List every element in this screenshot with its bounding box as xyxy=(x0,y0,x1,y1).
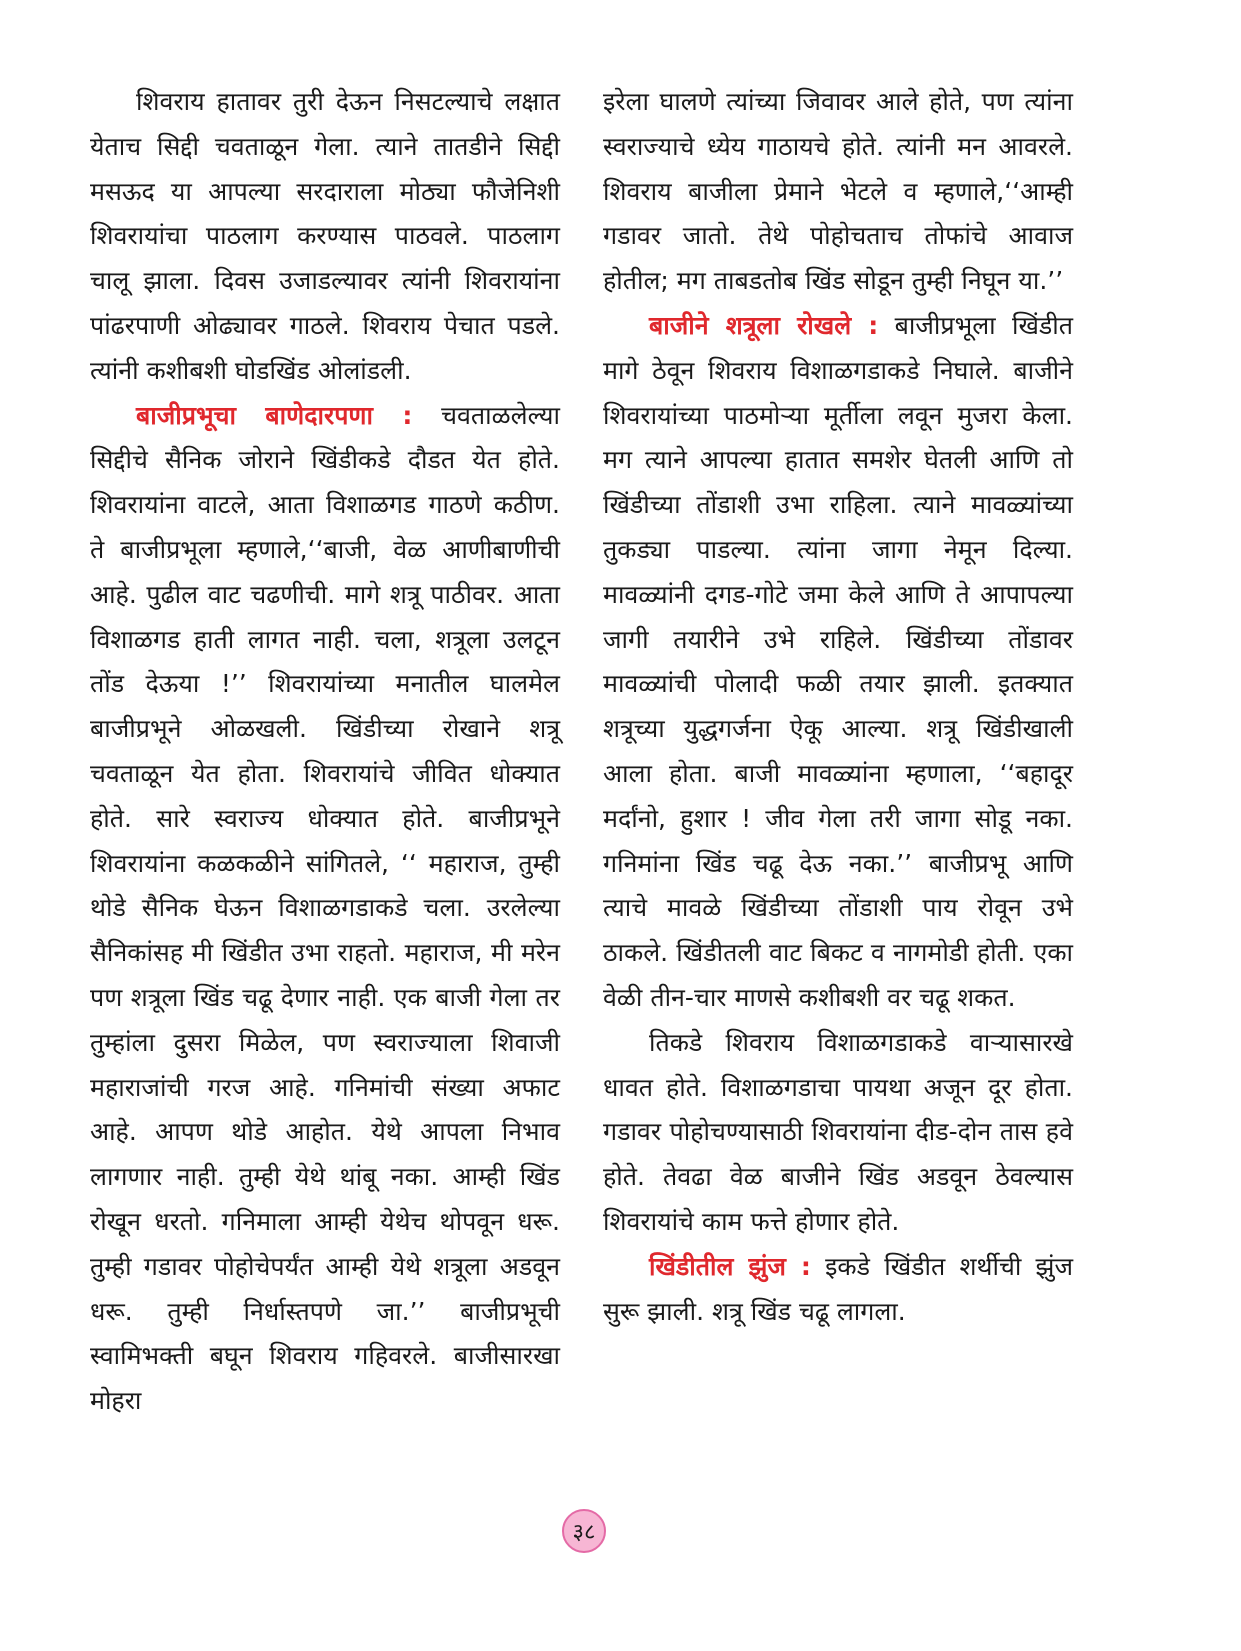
section-heading-baji-stopped-enemy: बाजीने शत्रूला रोखले : xyxy=(649,310,879,340)
section-text-baji-stopped-enemy: बाजीप्रभूला खिंडीत मागे ठेवून शिवराय विशाळगडाकडे निघाले. बाजीने शिवरायांच्या पाठमोऱ्या मूर्तीला लवून मुजरा केला. मग त्याने आपल्या हातात समशेर घेतली आणि तो खिंडीच्या तोंडाशी उभा राहिला. त्याने मावळ्यांच्या तुकड्या पाडल्या. त्यांना जागा नेमून दिल्या. मावळ्यांनी दगड-गोटे जमा केले आणि ते आपापल्या जागी तयारीने उभे राहिले. खिंडीच्या तोंडावर मावळ्यांची पोलादी फळी तयार झाली. इतक्यात शत्रूच्या युद्धगर्जना ऐकू आल्या. शत्रू खिंडीखाली आला होता. बाजी मावळ्यांना म्हणाला, ‘‘बहादूर मर्दांनो, हुशार ! जीव गेला तरी जागा सोडू नका. गनिमांना खिंड चढू देऊ नका.’’ बाजीप्रभू आणि त्याचे मावळे खिंडीच्या तोंडाशी पाय रोवून उभे ठाकले. खिंडीतली वाट बिकट व नागमोडी होती. एका वेळी तीन-चार माणसे कशीबशी वर चढू शकत. xyxy=(603,310,1073,1012)
section-heading-bajiprabhu-bravery: बाजीप्रभूचा बाणेदारपणा : xyxy=(136,400,413,430)
section-text-battle-in-pass: इकडे खिंडीत शर्थीची झुंज सुरू झाली. शत्रू खिंड चढू लागला. xyxy=(603,1251,1073,1326)
paragraph-battle-in-pass xyxy=(603,1245,1073,1335)
paragraph-continuation: इरेला घालणे त्यांच्या जिवावर आले होते, पण त्यांना स्वराज्याचे ध्येय गाठायचे होते. त्यांनी मन आवरले. शिवराय बाजीला प्रेमाने भेटले व म्हणाले,‘‘आम्ही गडावर जातो. तेथे पोहोचताच तोफांचे आवाज होतील; मग ताबडतोब खिंड सोडून तुम्ही निघून या.’’ xyxy=(603,87,1073,296)
left-column xyxy=(90,80,560,1424)
paragraph-baji-stopped-enemy xyxy=(603,304,1073,1021)
page-number: ३८ xyxy=(562,1509,606,1553)
right-column xyxy=(603,80,1073,1334)
paragraph-escape: शिवराय हातावर तुरी देऊन निसटल्याचे लक्षात येताच सिद्दी चवताळून गेला. त्याने तातडीने सिद्दी मसऊद या आपल्या सरदाराला मोठ्या फौजेनिशी शिवरायांचा पाठलाग करण्यास पाठवले. पाठलाग चालू झाला. दिवस उजाडल्यावर त्यांनी शिवरायांना पांढरपाणी ओढ्यावर गाठले. शिवराय पेचात पडले. त्यांनी कशीबशी घोडखिंड ओलांडली. xyxy=(90,87,560,385)
section-text-bajiprabhu-bravery: चवताळलेल्या सिद्दीचे सैनिक जोराने खिंडीकडे दौडत येत होते. शिवरायांना वाटले, आता विशाळगड गाठणे कठीण. ते बाजीप्रभूला म्हणाले,‘‘बाजी, वेळ आणीबाणीची आहे. पुढील वाट चढणीची. मागे शत्रू पाठीवर. आता विशाळगड हाती लागत नाही. चला, शत्रूला उलटून तोंड देऊया !’’ शिवरायांच्या मनातील घालमेल बाजीप्रभूने ओळखली. खिंडीच्या रोखाने शत्रू चवताळून येत होता. शिवरायांचे जीवित धोक्यात होते. सारे स्वराज्य धोक्यात होते. बाजीप्रभूने शिवरायांना कळकळीने सांगितले, ‘‘ महाराज, तुम्ही थोडे सैनिक घेऊन विशाळगडाकडे चला. उरलेल्या सैनिकांसह मी खिंडीत उभा राहतो. महाराज, मी मरेन पण शत्रूला खिंड चढू देणार नाही. एक बाजी गेला तर तुम्हांला दुसरा मिळेल, पण स्वराज्याला शिवाजी महाराजांची गरज आहे. गनिमांची संख्या अफाट आहे. आपण थोडे आहोत. येथे आपला निभाव लागणार नाही. तुम्ही येथे थांबू नका. आम्ही खिंड रोखून धरतो. गनिमाला आम्ही येथेच थोपवून धरू. तुम्ही गडावर पोहोचेपर्यंत आम्ही येथे शत्रूला अडवून धरू. तुम्ही निर्धास्तपणे जा.’’ बाजीप्रभूची स्वामिभक्ती बघून शिवराय गहिवरले. बाजीसारखा मोहरा xyxy=(90,400,560,1416)
paragraph-bajiprabhu-bravery xyxy=(90,394,560,1424)
paragraph-shivaray-rushing: तिकडे शिवराय विशाळगडाकडे वाऱ्यासारखे धावत होते. विशाळगडाचा पायथा अजून दूर होता. गडावर पोहोचण्यासाठी शिवरायांना दीड-दोन तास हवे होते. तेवढा वेळ बाजीने खिंड अडवून ठेवल्यास शिवरायांचे काम फत्ते होणार होते. xyxy=(603,1027,1073,1236)
section-heading-battle-in-pass: खिंडीतील झुंज : xyxy=(649,1251,811,1281)
